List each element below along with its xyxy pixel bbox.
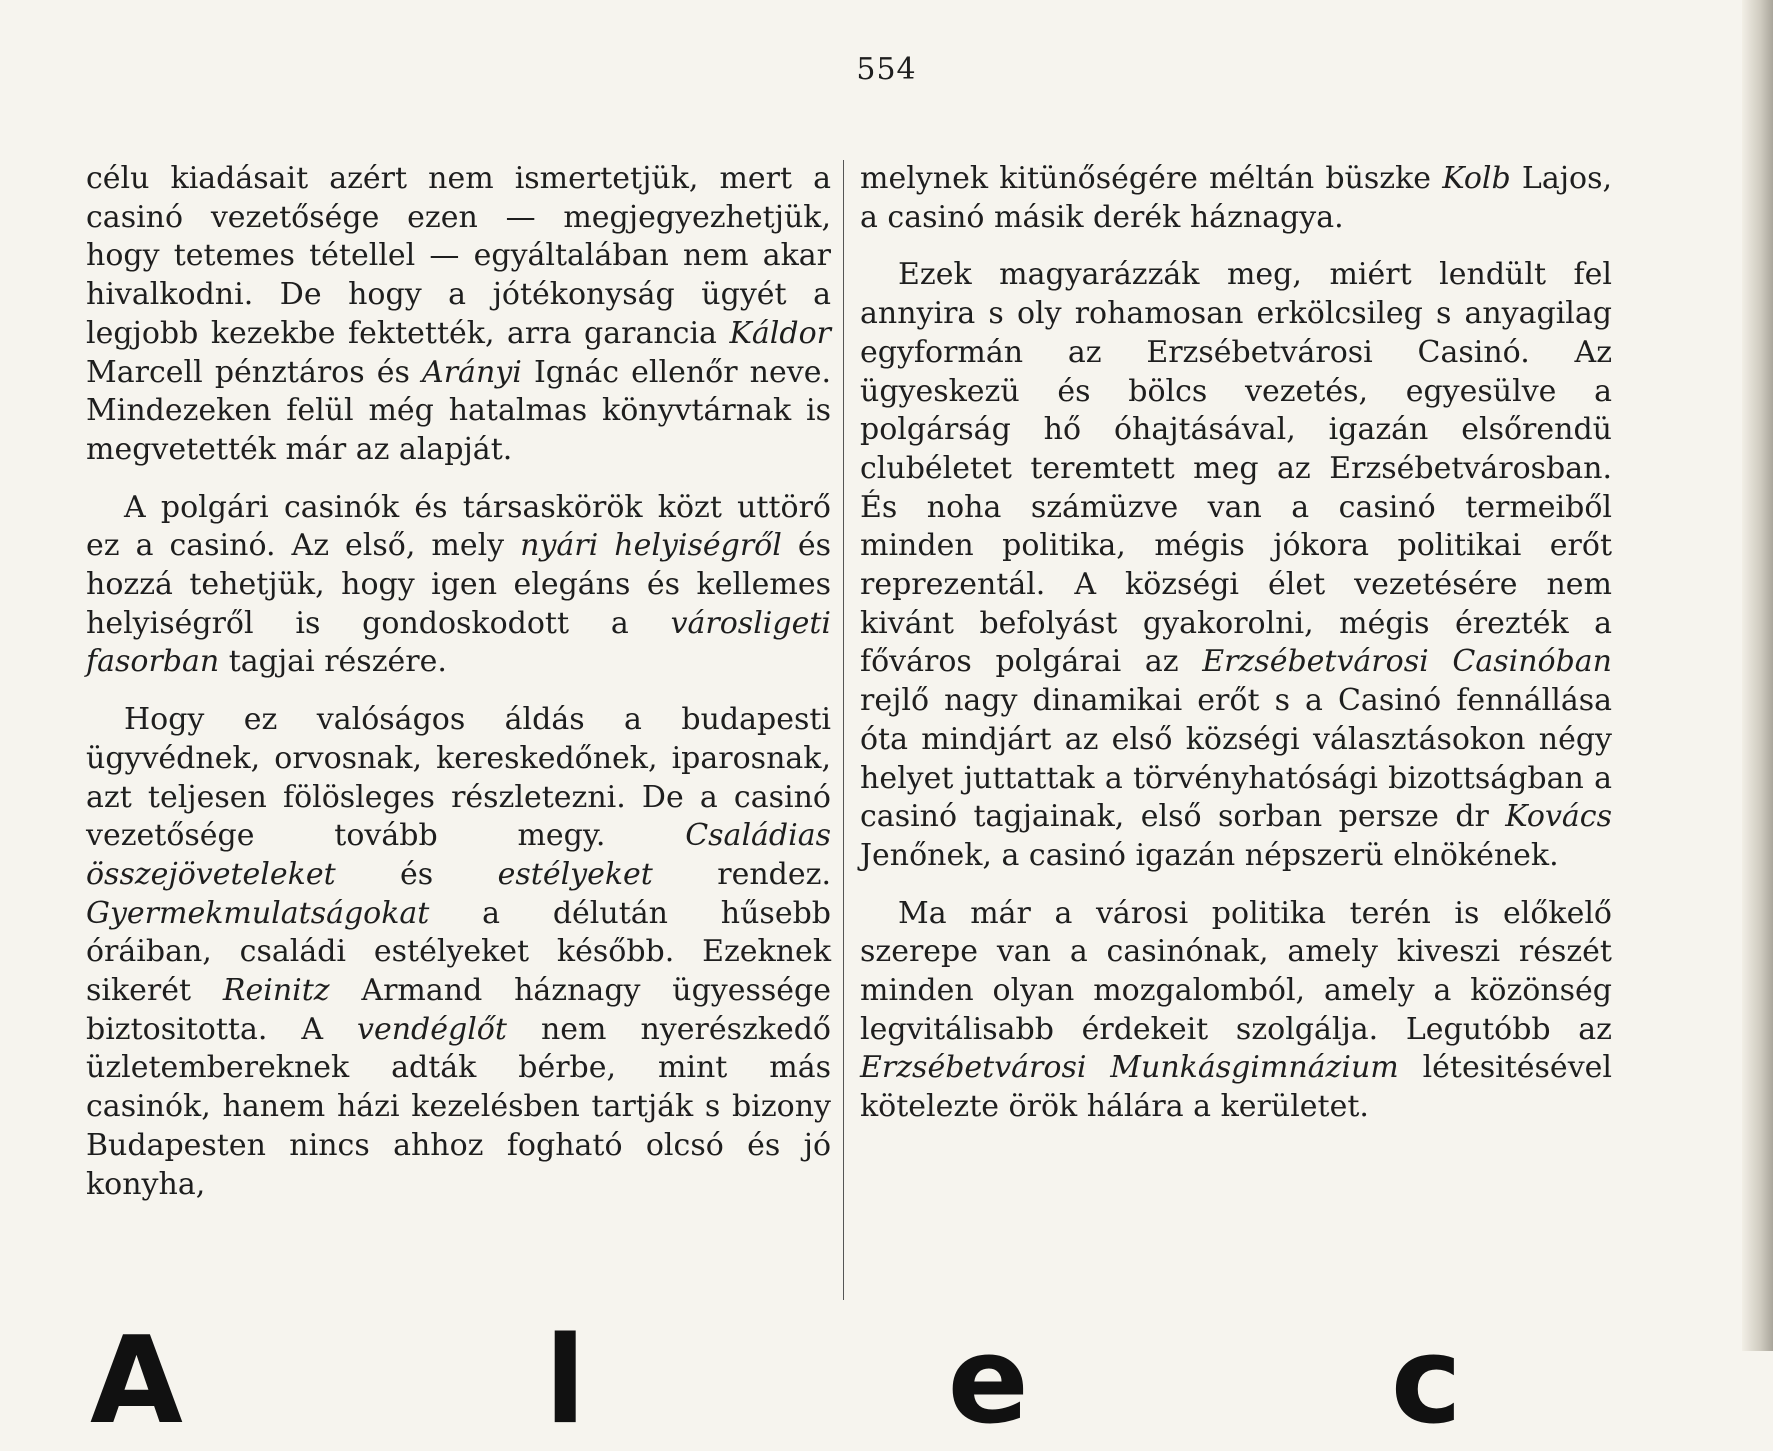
right-paragraph-3: Ma már a városi politika terén is előkelő szerepe van a casinónak, amely kiveszi részét minden olyan mozgalomból, amely a közönség legvitálisabb érdekeit szolgálja. Legutóbb az Erzsébetvárosi Munkásgimnázium létesitésével kötelezte örök hálára a kerületet. [860, 895, 1612, 1125]
right-column [860, 160, 1612, 1127]
bottom-heading-fragment: A l e c [90, 1312, 1622, 1451]
left-paragraph-1: célu kiadásait azért nem ismertetjük, mert a casinó vezetősége ezen — megjegyezhetjük, hogy tetemes tétellel — egyáltalában nem akar hivalkodni. De hogy a jótékonyság ügyét a legjobb kezekbe fektették, arra garancia Káldor Marcell pénztáros és Arányi Ignác ellenőr neve. Mindezeken felül még hatalmas könyvtárnak is megvetették már az alapját. [86, 161, 831, 467]
right-paragraph-2: Ezek magyarázzák meg, miért lendült fel annyira s oly rohamosan erkölcsileg s anyagilag egyformán az Erzsébetvárosi Casinó. Az ügyeskezü és bölcs vezetés, egyesülve a polgárság hő óhajtásával, igazán elsőrendü clubéletet teremtett meg az Erzsébetvárosban. És noha számüzve van a casinó termeiből minden politika, mégis jókora politikai erőt reprezentál. A községi élet vezetésére nem kivánt befolyást gyakorolni, mégis érezték a főváros polgárai az Erzsébetvárosi Casinóban rejlő nagy dinamikai erőt s a Casinó fennállása óta mindjárt az első községi választásokon négy helyet juttattak a törvényhatósági bizottságban a casinó tagjainak, első sorban persze dr Kovács Jenőnek, a casinó igazán népszerü elnökének. [860, 257, 1612, 873]
page-number: 554 [856, 52, 917, 87]
column-divider [843, 160, 844, 1300]
page-edge-shadow [1742, 0, 1773, 1351]
left-column [86, 160, 831, 1204]
left-paragraph-2: A polgári casinók és társaskörök közt uttörő ez a casinó. Az első, mely nyári helyiségről és hozzá tehetjük, hogy igen elegáns és kellemes helyiségről is gondoskodott a városligeti fasorban tagjai részére. [86, 489, 831, 680]
left-paragraph-3: Hogy ez valóságos áldás a budapesti ügyvédnek, orvosnak, kereskedőnek, iparosnak, azt teljesen fölösleges részletezni. De a casinó vezetősége tovább megy. Családias összejöveteleket és estélyeket rendez. Gyermekmulatságokat a délután hűsebb óráiban, családi estélyeket később. Ezeknek sikerét Reinitz Armand háznagy ügyessége biztositotta. A vendéglőt nem nyerészkedő üzletembereknek adták bérbe, mint más casinók, hanem házi kezelésben tartják s bizony Budapesten nincs ahhoz fogható olcsó és jó konyha, [86, 702, 832, 1202]
right-paragraph-1: melynek kitünőségére méltán büszke Kolb Lajos, a casinó másik derék háznagya. [860, 161, 1612, 235]
